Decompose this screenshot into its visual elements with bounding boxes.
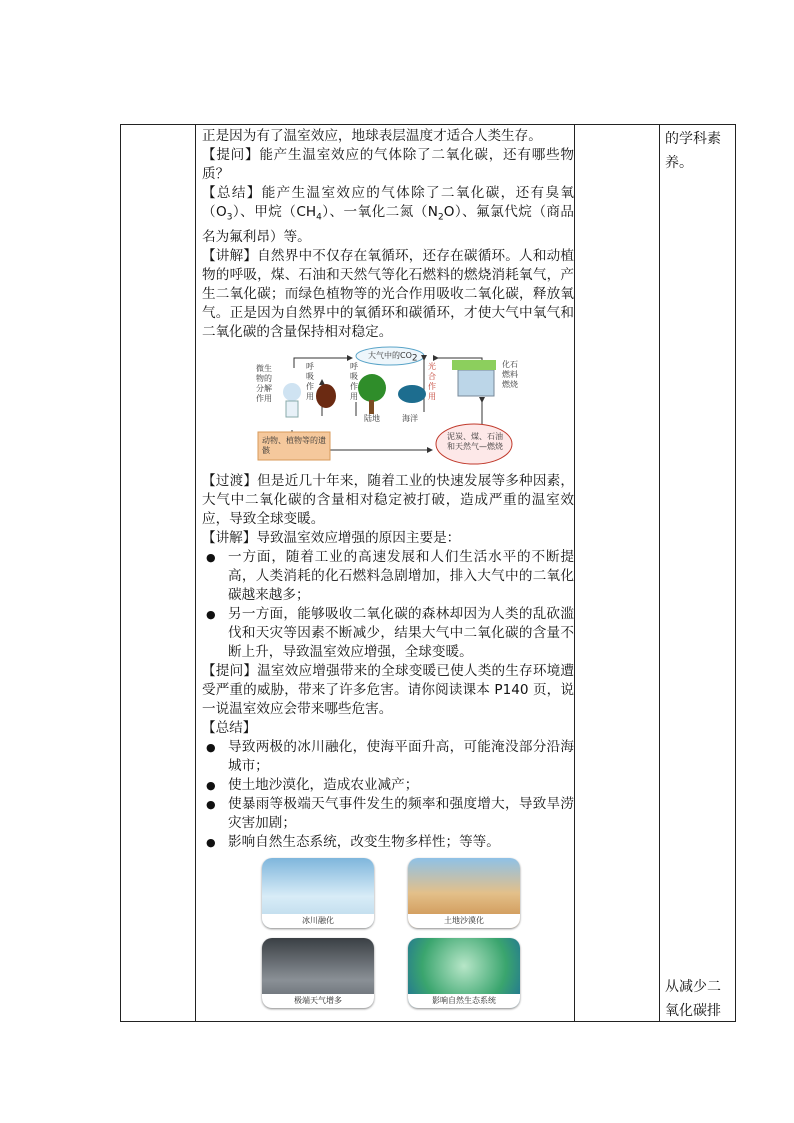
desert-image: 土地沙漠化 xyxy=(408,858,520,928)
photosynthesis-label: 光合作用 xyxy=(428,361,436,401)
respiration-label: 呼吸作用 xyxy=(350,361,358,401)
question: 【提问】温室效应增强带来的全球变暖已使人类的生存环境遭受严重的威胁，带来了许多危害。请你阅读课本 P140 页，说一说温室效应会带来哪些危害。 xyxy=(202,662,574,717)
remains-label: 动物、植物等的遗骸 xyxy=(262,435,326,455)
column-divider xyxy=(659,125,660,1021)
fossil-label: 化石燃料燃烧 xyxy=(502,359,518,389)
respiration-label: 呼吸作用 xyxy=(306,361,314,401)
carbon-cycle-diagram xyxy=(252,346,532,468)
main-content xyxy=(202,127,574,1008)
effects-photos xyxy=(262,858,532,1008)
ice-melting-image: 冰川融化 xyxy=(262,858,374,928)
ocean-label: 海洋 xyxy=(402,413,418,423)
question: 【提问】能产生温室效应的气体除了二氧化碳，还有哪些物质？ xyxy=(202,147,574,182)
list-item: ● 导致两极的冰川融化，使海平面升高，可能淹没部分沿海城市； xyxy=(202,738,574,776)
list-item: ● 另一方面，能够吸收二氧化碳的森林却因为人类的乱砍滥伐和天灾等因素不断减少，结果大气中二氧化碳的含量不断上升，导致温室效应增强，全球变暖。 xyxy=(202,605,574,662)
land-label: 陆地 xyxy=(364,413,380,423)
storm-image: 极端天气增多 xyxy=(262,938,374,1008)
column-divider xyxy=(574,125,575,1021)
list-item: ● 使土地沙漠化，造成农业减产； xyxy=(202,776,574,795)
lesson-table xyxy=(120,124,736,1022)
list-item: ● 一方面，随着工业的高速发展和人们生活水平的不断提高，人类消耗的化石燃料急剧增加，排入大气中的二氧化碳越来越多； xyxy=(202,548,574,605)
ecosystem-image: 影响自然生态系统 xyxy=(408,938,520,1008)
right-notes-top: 的学科素养。 xyxy=(665,131,721,171)
co2-label: 大气中的$CO_2$ xyxy=(368,350,418,364)
list-item: ● 使暴雨等极端天气事件发生的频率和强度增大，导致旱涝灾害加剧； xyxy=(202,795,574,833)
summary: 【总结】能产生温室效应的气体除了二氧化碳，还有臭氧$(O_3)$、甲烷$(CH_4)$、一氧化二氮$(N_2O)$、氟氯代烷（商品名为氟利昂）等。 xyxy=(202,185,575,245)
transition: 【过渡】但是近几十年来，随着工业的快速发展等多种因素，大气中二氧化碳的含量相对稳定被打破，造成严重的温室效应，导致全球变暖。 xyxy=(202,472,574,527)
explanation: 【讲解】导致温室效应增强的原因主要是： xyxy=(202,529,461,546)
right-notes-bottom: 从减少二氧化碳排 xyxy=(665,979,721,1019)
list-item: ● 影响自然生态系统，改变生物多样性；等等。 xyxy=(202,833,574,852)
paragraph: 正是因为有了温室效应，地球表层温度才适合人类生存。 xyxy=(202,128,542,144)
harm-list xyxy=(202,738,574,852)
summary-heading: 【总结】 xyxy=(202,719,257,736)
microbe-label: 微生物的分解作用 xyxy=(256,363,272,403)
fuels-label: 泥炭、煤、石油和天然气—燃烧 xyxy=(447,431,503,451)
column-divider xyxy=(195,125,196,1021)
explanation: 【讲解】自然界中不仅存在氧循环，还存在碳循环。人和动植物的呼吸，煤、石油和天然气等化石燃料的燃烧消耗氧气，产生二氧化碳；而绿色植物等的光合作用吸收二氧化碳，释放氧气。正是因为自然界中的氧循环和碳循环，才使大气中氧气和二氧化碳的含量保持相对稳定。 xyxy=(202,247,574,340)
reason-list xyxy=(202,548,574,662)
